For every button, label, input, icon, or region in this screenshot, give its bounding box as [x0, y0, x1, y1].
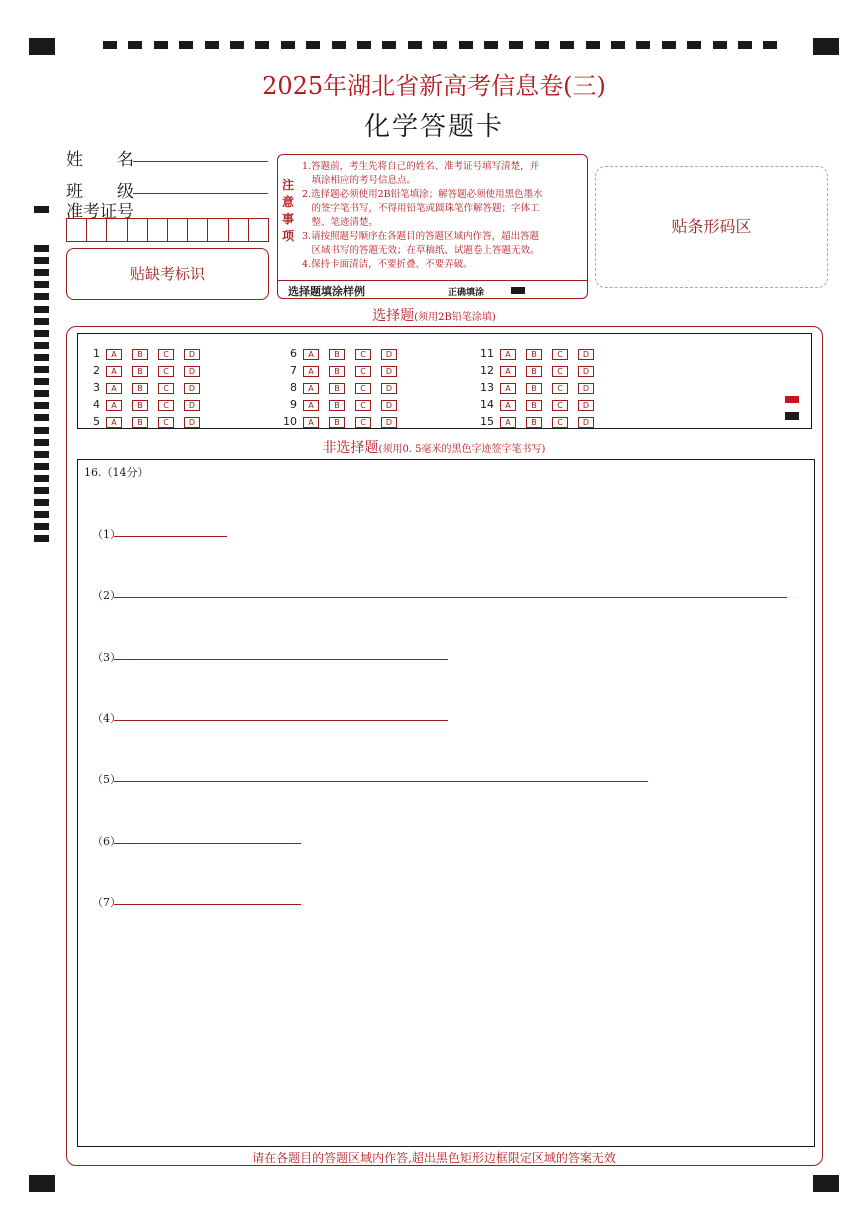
- answer-bubble-b[interactable]: B: [526, 400, 542, 411]
- corner-mark-top-left: [29, 38, 55, 55]
- part-4-answer-line[interactable]: [114, 720, 448, 721]
- class-field[interactable]: [133, 193, 268, 194]
- answer-bubble-d[interactable]: D: [381, 400, 397, 411]
- answer-bubble-b[interactable]: B: [526, 366, 542, 377]
- answer-bubble-d[interactable]: D: [184, 349, 200, 360]
- answer-bubble-d[interactable]: D: [578, 417, 594, 428]
- answer-bubble-a[interactable]: A: [106, 349, 122, 360]
- correct-fill-label: 正确填涂: [448, 288, 485, 298]
- answer-bubble-d[interactable]: D: [578, 400, 594, 411]
- timing-mark: [230, 41, 244, 49]
- answer-bubble-b[interactable]: B: [132, 400, 148, 411]
- timing-mark: [34, 475, 49, 482]
- part-1-label: （1）: [92, 528, 121, 541]
- answer-bubble-d[interactable]: D: [381, 349, 397, 360]
- answer-bubble-b[interactable]: B: [526, 417, 542, 428]
- answer-bubble-c[interactable]: C: [158, 417, 174, 428]
- exam-id-grid[interactable]: [66, 218, 269, 242]
- part-3-answer-line[interactable]: [114, 659, 448, 660]
- answer-bubble-c[interactable]: C: [158, 349, 174, 360]
- timing-mark: [306, 41, 320, 49]
- id-digit-cell[interactable]: [67, 219, 87, 241]
- timing-mark: [34, 281, 49, 288]
- timing-mark: [611, 41, 625, 49]
- notice-line: 区域书写的答题无效；在草稿纸、试题卷上答题无效。: [302, 245, 540, 256]
- question-number: 12: [480, 364, 494, 377]
- barcode-label: 贴条形码区: [671, 217, 752, 236]
- timing-mark: [34, 354, 49, 361]
- corner-mark-bottom-right: [813, 1175, 839, 1192]
- answer-bubble-c[interactable]: C: [552, 400, 568, 411]
- choice-question-row: [472, 342, 604, 360]
- timing-mark: [34, 414, 49, 421]
- timing-mark: [34, 402, 49, 409]
- timing-mark: [34, 523, 49, 530]
- name-label: 姓 名: [66, 150, 134, 170]
- timing-mark: [34, 330, 49, 337]
- timing-mark: [535, 41, 549, 49]
- id-digit-cell[interactable]: [249, 219, 268, 241]
- notice-box: [277, 154, 588, 299]
- answer-bubble-d[interactable]: D: [184, 366, 200, 377]
- timing-mark: [433, 41, 447, 49]
- answer-bubble-d[interactable]: D: [184, 400, 200, 411]
- answer-bubble-c[interactable]: C: [355, 383, 371, 394]
- timing-mark: [34, 535, 49, 542]
- choice-section-header: [0, 305, 868, 325]
- part-2-label: （2）: [92, 589, 121, 602]
- part-4-label: （4）: [92, 712, 121, 725]
- choice-answer-grid: [77, 333, 812, 429]
- part-6-answer-line[interactable]: [114, 843, 301, 844]
- answer-bubble-d[interactable]: D: [381, 417, 397, 428]
- answer-bubble-a[interactable]: A: [303, 366, 319, 377]
- question-number: 2: [93, 364, 100, 377]
- nonchoice-note: (须用0. 5毫米的黑色字迹签字笔书写): [378, 444, 546, 455]
- answer-bubble-c[interactable]: C: [355, 349, 371, 360]
- question-number: 8: [290, 381, 297, 394]
- timing-mark: [332, 41, 346, 49]
- timing-mark: [509, 41, 523, 49]
- answer-bubble-a[interactable]: A: [500, 417, 516, 428]
- answer-bubble-a[interactable]: A: [500, 400, 516, 411]
- question-number: 4: [93, 398, 100, 411]
- timing-mark: [34, 245, 49, 252]
- barcode-area: [595, 166, 828, 288]
- choice-question-row: [78, 410, 210, 428]
- answer-bubble-a[interactable]: A: [106, 400, 122, 411]
- answer-bubble-d[interactable]: D: [578, 366, 594, 377]
- answer-bubble-c[interactable]: C: [552, 417, 568, 428]
- answer-bubble-a[interactable]: A: [500, 349, 516, 360]
- answer-bubble-c[interactable]: C: [552, 383, 568, 394]
- part-2-answer-line[interactable]: [114, 597, 787, 598]
- choice-question-row: [472, 410, 604, 428]
- answer-bubble-b[interactable]: B: [526, 383, 542, 394]
- choice-question-row: [275, 393, 407, 411]
- nonchoice-title: 非选择题: [322, 440, 379, 456]
- choice-note: (须用2B铅笔涂填): [414, 312, 496, 323]
- choice-question-row: [275, 410, 407, 428]
- notice-line: 的签字笔书写，不得用铅笔或圆珠笔作解答题；字体工: [302, 203, 540, 214]
- part-7-label: （7）: [92, 896, 121, 909]
- timing-mark: [408, 41, 422, 49]
- footer-warning: 请在各题目的答题区域内作答,超出黑色矩形边框限定区域的答案无效: [252, 1151, 616, 1165]
- timing-mark: [459, 41, 473, 49]
- part-5-answer-line[interactable]: [114, 781, 648, 782]
- notice-divider: [278, 280, 587, 281]
- answer-bubble-b[interactable]: B: [526, 349, 542, 360]
- timing-mark: [34, 366, 49, 373]
- answer-bubble-c[interactable]: C: [355, 400, 371, 411]
- timing-mark: [128, 41, 142, 49]
- answer-bubble-d[interactable]: D: [381, 366, 397, 377]
- answer-bubble-b[interactable]: B: [329, 383, 345, 394]
- timing-mark: [34, 511, 49, 518]
- choice-question-row: [78, 342, 210, 360]
- question-number: 7: [290, 364, 297, 377]
- notice-line: 整、笔迹清楚。: [302, 217, 379, 228]
- answer-bubble-b[interactable]: B: [132, 366, 148, 377]
- notice-line: 2.选择题必须使用2B铅笔填涂；解答题必须使用黑色墨水: [302, 189, 543, 200]
- timing-mark: [738, 41, 752, 49]
- answer-bubble-c[interactable]: C: [158, 400, 174, 411]
- question-number: 6: [290, 347, 297, 360]
- sample-label: 选择题填涂样例: [288, 285, 365, 298]
- id-digit-cell[interactable]: [87, 219, 107, 241]
- answer-bubble-b[interactable]: B: [132, 417, 148, 428]
- timing-mark: [34, 269, 49, 276]
- answer-bubble-d[interactable]: D: [184, 417, 200, 428]
- part-1-answer-line[interactable]: [114, 536, 227, 537]
- part-7-answer-line[interactable]: [114, 904, 301, 905]
- answer-bubble-d[interactable]: D: [578, 383, 594, 394]
- notice-line: 填涂相应的考号信息点。: [302, 175, 417, 186]
- answer-bubble-a[interactable]: A: [303, 349, 319, 360]
- subject-title: 化学答题卡: [363, 112, 504, 142]
- question-number: 13: [480, 381, 494, 394]
- timing-mark: [34, 378, 49, 385]
- choice-question-row: [472, 376, 604, 394]
- question-number: 15: [480, 415, 494, 428]
- timing-mark: [687, 41, 701, 49]
- id-digit-cell[interactable]: [107, 219, 127, 241]
- question-number: 9: [290, 398, 297, 411]
- name-field[interactable]: [133, 161, 268, 162]
- timing-mark: [281, 41, 295, 49]
- timing-mark: [382, 41, 396, 49]
- part-5-label: （5）: [92, 773, 121, 786]
- black-mark: [785, 412, 799, 420]
- correct-fill-sample: [511, 287, 525, 294]
- choice-question-row: [275, 376, 407, 394]
- answer-bubble-c[interactable]: C: [158, 383, 174, 394]
- answer-bubble-a[interactable]: A: [106, 383, 122, 394]
- nonchoice-section-header: [0, 437, 868, 457]
- question-number: 11: [480, 347, 494, 360]
- answer-bubble-b[interactable]: B: [132, 383, 148, 394]
- answer-bubble-c[interactable]: C: [158, 366, 174, 377]
- answer-bubble-c[interactable]: C: [355, 417, 371, 428]
- id-digit-cell[interactable]: [168, 219, 188, 241]
- answer-bubble-d[interactable]: D: [184, 383, 200, 394]
- answer-bubble-b[interactable]: B: [329, 400, 345, 411]
- exam-title: 2025年湖北省新高考信息卷(三): [262, 72, 606, 100]
- answer-bubble-b[interactable]: B: [329, 417, 345, 428]
- answer-bubble-a[interactable]: A: [303, 400, 319, 411]
- absent-sticker-area: [66, 248, 269, 300]
- choice-question-row: [78, 376, 210, 394]
- notice-line: 3.请按照题号顺序在各题目的答题区域内作答，超出答题: [302, 231, 540, 242]
- answer-bubble-a[interactable]: A: [106, 366, 122, 377]
- timing-mark: [154, 41, 168, 49]
- answer-bubble-a[interactable]: A: [500, 366, 516, 377]
- answer-bubble-d[interactable]: D: [381, 383, 397, 394]
- timing-mark: [636, 41, 650, 49]
- timing-mark: [662, 41, 676, 49]
- answer-bubble-b[interactable]: B: [329, 349, 345, 360]
- question-16-label: 16.（14分）: [84, 466, 149, 479]
- timing-mark: [255, 41, 269, 49]
- answer-bubble-a[interactable]: A: [303, 417, 319, 428]
- answer-bubble-c[interactable]: C: [355, 366, 371, 377]
- timing-mark: [205, 41, 219, 49]
- class-label: 班 级: [66, 182, 134, 202]
- nonchoice-answer-box[interactable]: [77, 459, 815, 1147]
- timing-mark: [357, 41, 371, 49]
- choice-question-row: [78, 393, 210, 411]
- question-number: 10: [283, 415, 297, 428]
- timing-mark: [34, 206, 49, 213]
- answer-bubble-c[interactable]: C: [552, 349, 568, 360]
- timing-mark: [713, 41, 727, 49]
- question-number: 1: [93, 347, 100, 360]
- timing-mark: [484, 41, 498, 49]
- corner-mark-bottom-left: [29, 1175, 55, 1192]
- timing-mark: [34, 427, 49, 434]
- choice-question-row: [275, 342, 407, 360]
- id-digit-cell[interactable]: [208, 219, 228, 241]
- answer-bubble-a[interactable]: A: [303, 383, 319, 394]
- id-digit-cell[interactable]: [128, 219, 148, 241]
- notice-text: [302, 160, 587, 272]
- choice-question-row: [472, 393, 604, 411]
- timing-mark: [34, 293, 49, 300]
- notice-side-label: 注意事项: [282, 178, 295, 243]
- timing-mark: [103, 41, 117, 49]
- answer-bubble-b[interactable]: B: [132, 349, 148, 360]
- timing-mark: [763, 41, 777, 49]
- part-6-label: （6）: [92, 835, 121, 848]
- choice-question-row: [78, 359, 210, 377]
- timing-mark: [560, 41, 574, 49]
- choice-question-row: [275, 359, 407, 377]
- id-digit-cell[interactable]: [229, 219, 249, 241]
- question-number: 3: [93, 381, 100, 394]
- red-mark: [785, 396, 799, 403]
- answer-bubble-d[interactable]: D: [578, 349, 594, 360]
- choice-title: 选择题: [372, 308, 415, 324]
- question-number: 5: [93, 415, 100, 428]
- choice-question-row: [472, 359, 604, 377]
- timing-mark: [34, 390, 49, 397]
- id-label: 准考证号: [66, 202, 134, 222]
- timing-mark: [34, 487, 49, 494]
- part-3-label: （3）: [92, 651, 121, 664]
- timing-mark: [586, 41, 600, 49]
- id-digit-cell[interactable]: [148, 219, 168, 241]
- absent-label: 贴缺考标识: [129, 265, 205, 283]
- corner-mark-top-right: [813, 38, 839, 55]
- answer-bubble-c[interactable]: C: [552, 366, 568, 377]
- question-number: 14: [480, 398, 494, 411]
- answer-bubble-b[interactable]: B: [329, 366, 345, 377]
- timing-mark: [34, 257, 49, 264]
- notice-line: 1.答题前，考生先将自己的姓名、准考证号填写清楚，并: [302, 161, 540, 172]
- answer-bubble-a[interactable]: A: [106, 417, 122, 428]
- notice-line: 4.保持卡面清洁，不要折叠、不要弄破。: [302, 259, 473, 270]
- timing-mark: [34, 342, 49, 349]
- timing-mark: [34, 463, 49, 470]
- timing-mark: [34, 499, 49, 506]
- answer-bubble-a[interactable]: A: [500, 383, 516, 394]
- timing-mark: [179, 41, 193, 49]
- id-digit-cell[interactable]: [188, 219, 208, 241]
